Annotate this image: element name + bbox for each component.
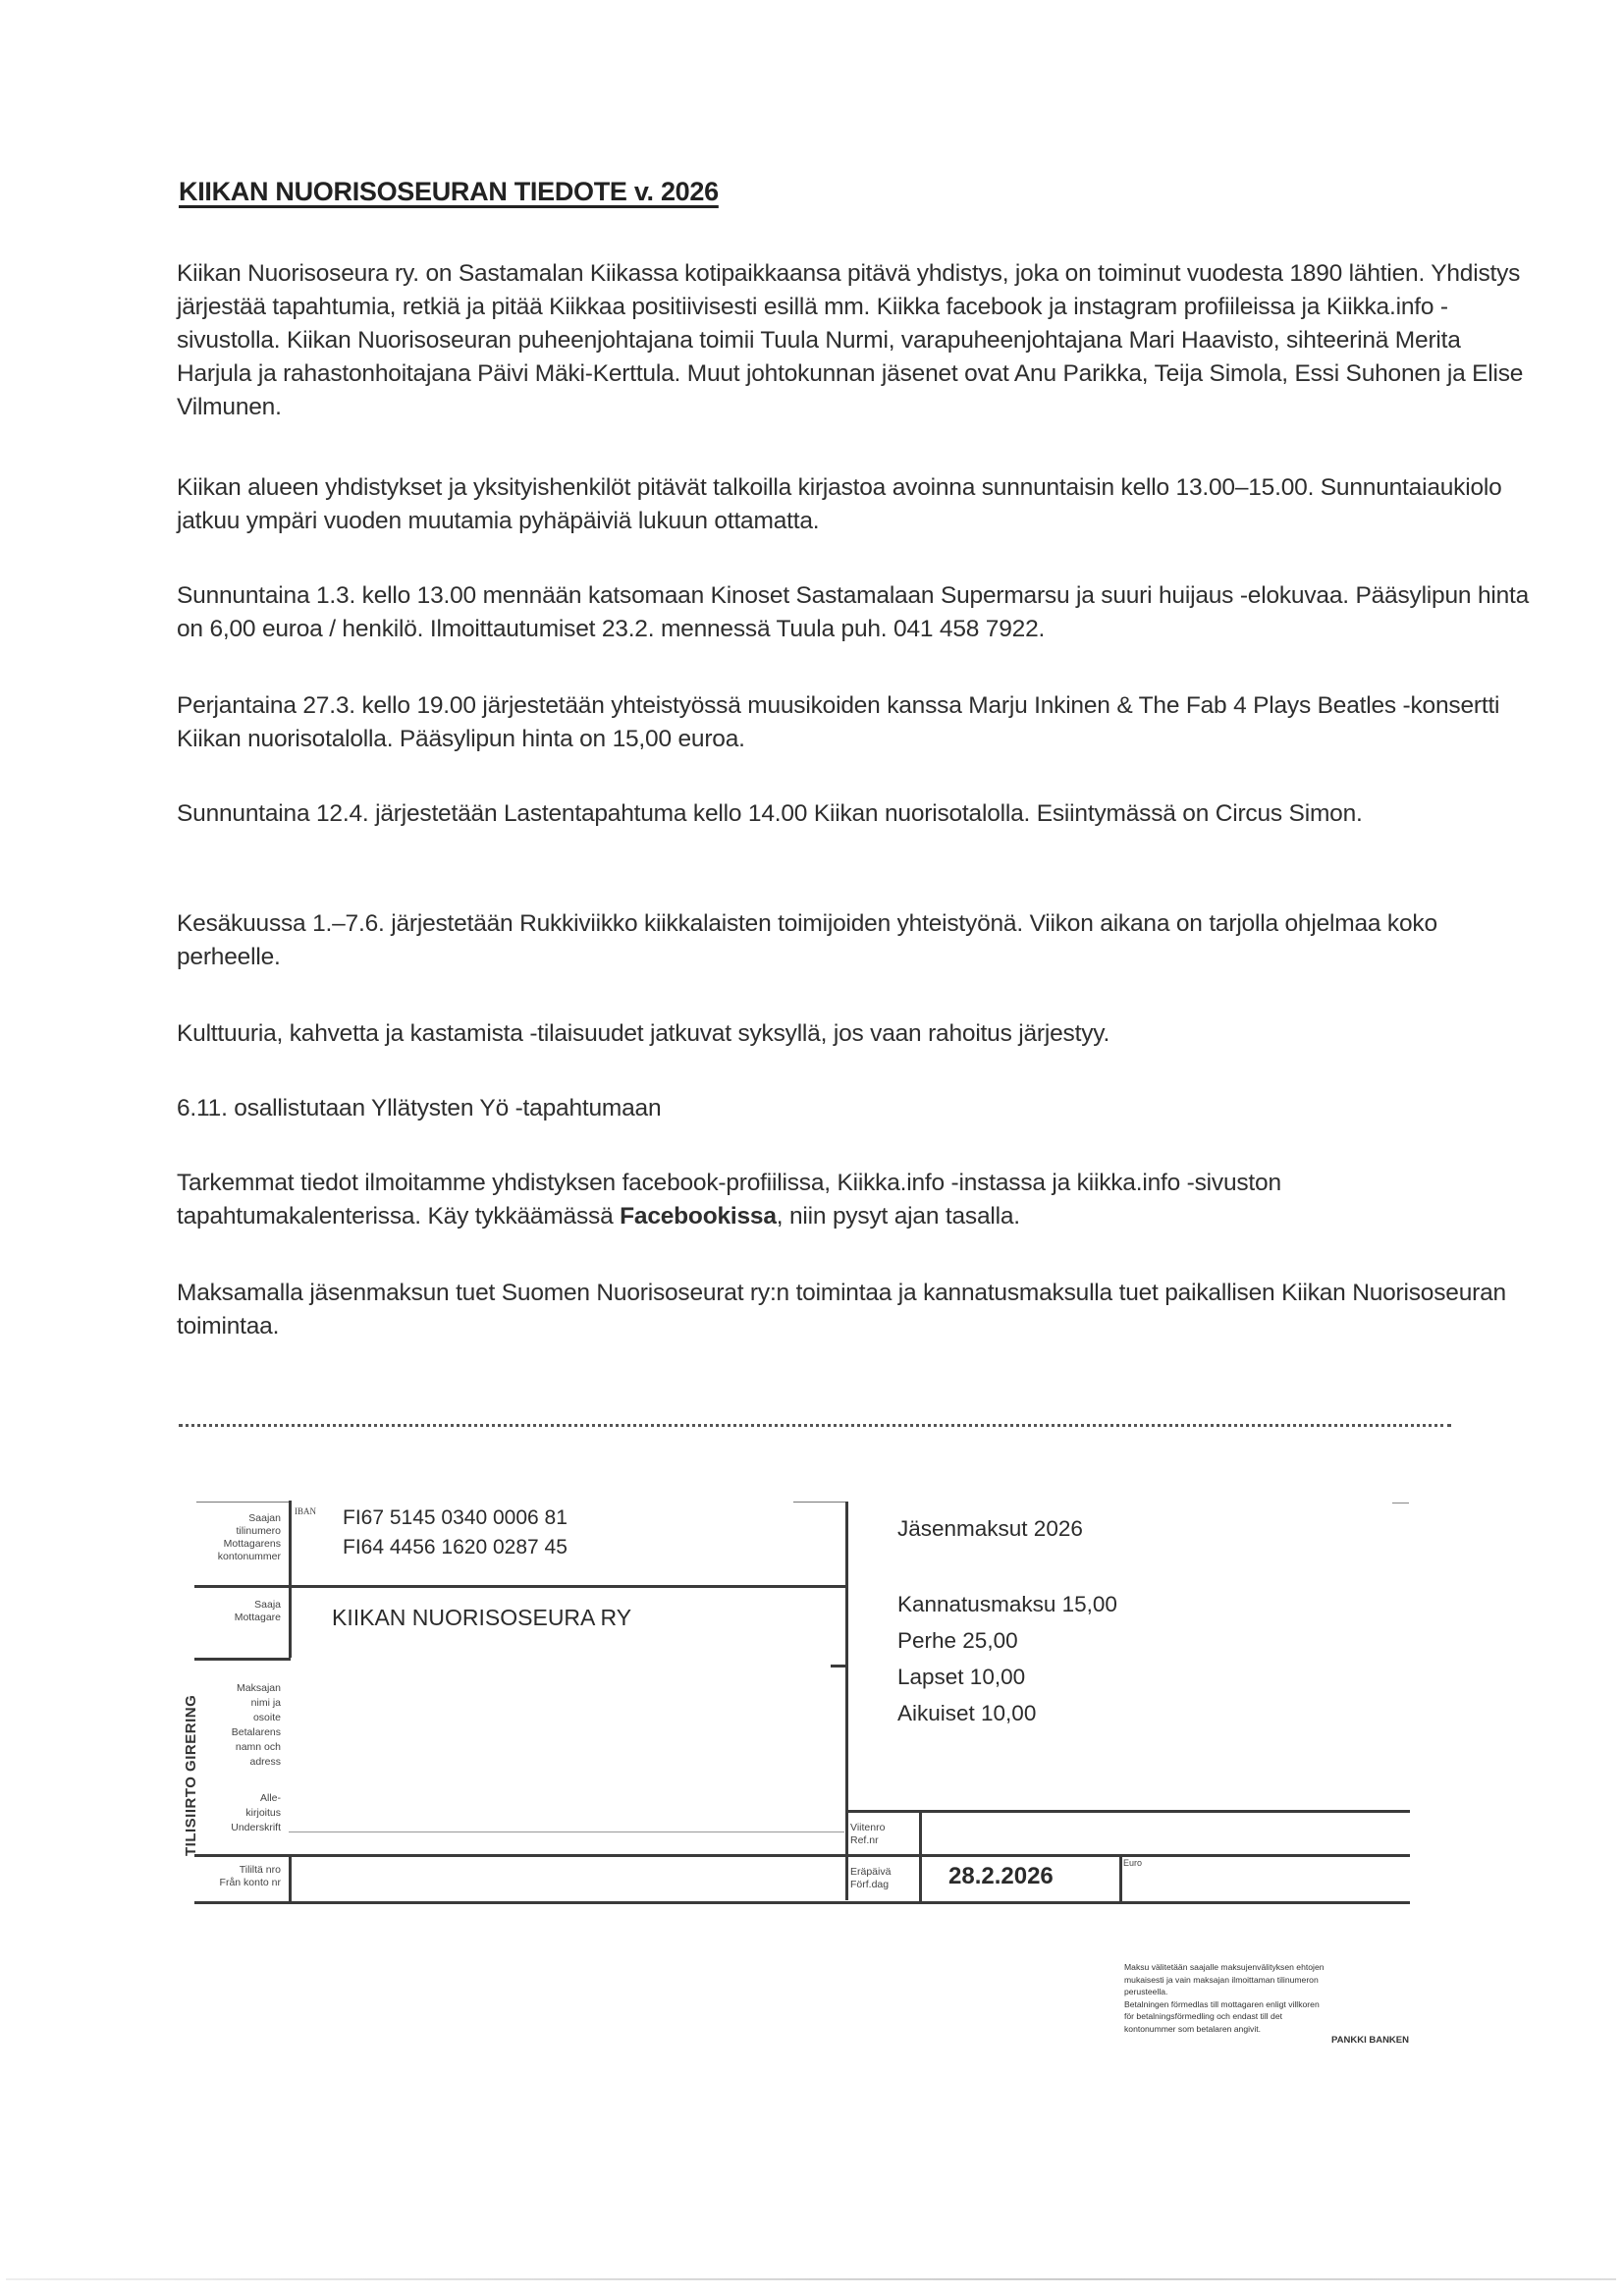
signature-label — [192, 1791, 281, 1835]
label-line: Underskrift — [231, 1822, 281, 1833]
label-line: Ref.nr — [850, 1834, 879, 1846]
label-line: osoite — [252, 1712, 281, 1723]
cut-line-divider — [179, 1424, 1451, 1427]
label-line: Tililtä nro — [239, 1864, 281, 1876]
recipient-name: KIIKAN NUORISOSEURA RY — [332, 1605, 632, 1630]
culture-events-paragraph: Kulttuuria, kahvetta ja kastamista -tilaisuudet jatkuvat syksyllä, jos vaan rahoitus järjestyy. — [177, 1020, 1110, 1047]
library-paragraph: Kiikan alueen yhdistykset ja yksityishenkilöt pitävät talkoilla kirjastoa avoinna sunnuntaisin kello 13.00–15.00. Sunnuntaiaukiolo jatkuu ympäri vuoden muutamia pyhäpäiviä lukuun ottamatta. — [177, 474, 1502, 534]
bank-name: PANKKI BANKEN — [1331, 2035, 1409, 2046]
giro-vertical-label: TILISIIRTO GIRERING — [183, 1694, 199, 1856]
label-line: Viitenro — [850, 1822, 886, 1833]
account-number-label — [192, 1512, 281, 1563]
label-line: nimi ja — [250, 1697, 281, 1709]
more-info-text: Tarkemmat tiedot ilmoitamme yhdistyksen facebook-profiilissa, Kiikka.info -instassa ja kiikka.info -sivuston tapahtumakalenterissa. Käy tykkäämässä — [177, 1170, 1281, 1230]
fee-item: Kannatusmaksu 15,00 — [897, 1592, 1117, 1616]
terms-line: perusteella. — [1124, 1987, 1168, 1996]
cinema-event-paragraph: Sunnuntaina 1.3. kello 13.00 mennään katsomaan Kinoset Sastamalaan Supermarsu ja suuri huijaus -elokuvaa. Pääsylipun hinta on 6,00 euroa / henkilö. Ilmoittautumiset 23.2. mennessä Tuula puh. 041 458 7922. — [177, 582, 1530, 642]
terms-line: för betalningsförmedling och endast till det — [1124, 2011, 1282, 2021]
iban-1: FI67 5145 0340 0006 81 — [343, 1506, 568, 1529]
terms-line: Maksu välitetään saajalle maksujenvälityksen ehtojen — [1124, 1962, 1325, 1972]
surprise-night-paragraph: 6.11. osallistutaan Yllätysten Yö -tapahtumaan — [177, 1095, 662, 1121]
from-account-field[interactable] — [295, 1861, 835, 1896]
iban-2: FI64 4456 1620 0287 45 — [343, 1536, 568, 1558]
scan-page-edge — [6, 2278, 1616, 2280]
from-account-label — [192, 1864, 281, 1889]
facebook-link-text: Facebookissa — [620, 1203, 777, 1230]
label-line: kirjoitus — [245, 1807, 281, 1819]
label-line: Alle- — [259, 1792, 281, 1804]
payer-name-address-field[interactable] — [295, 1669, 835, 1787]
membership-paragraph: Maksamalla jäsenmaksun tuet Suomen Nuorisoseurat ry:n toimintaa ja kannatusmaksulla tuet paikallisen Kiikan Nuorisoseuran toimintaa. — [177, 1280, 1506, 1339]
due-date-label — [850, 1866, 891, 1891]
label-line: namn och — [235, 1741, 281, 1753]
label-line: Mottagare — [234, 1612, 281, 1623]
label-line: Betalarens — [231, 1726, 281, 1738]
iban-label: IBAN — [295, 1506, 316, 1516]
rukkiviikko-paragraph: Kesäkuussa 1.–7.6. järjestetään Rukkiviikko kiikkalaisten toimijoiden yhteistyönä. Viikon aikana on tarjolla ohjelmaa koko perheelle. — [177, 910, 1437, 970]
more-info-paragraph — [177, 1167, 1532, 1233]
document-title: KIIKAN NUORISOSEURAN TIEDOTE v. 2026 — [179, 177, 719, 206]
fee-item: Perhe 25,00 — [897, 1628, 1018, 1653]
bank-terms-small-print — [1124, 1961, 1409, 2048]
fee-item: Aikuiset 10,00 — [897, 1701, 1037, 1725]
label-line: Saaja — [254, 1599, 281, 1611]
terms-line: Betalningen förmedlas till mottagaren enligt villkoren — [1124, 1998, 1320, 2009]
membership-fees-title: Jäsenmaksut 2026 — [897, 1516, 1083, 1541]
fee-item: Lapset 10,00 — [897, 1665, 1026, 1689]
label-line: adress — [249, 1756, 281, 1768]
label-line: Saajan — [248, 1512, 281, 1524]
intro-paragraph: Kiikan Nuorisoseura ry. on Sastamalan Kiikassa kotipaikkaansa pitävä yhdistys, joka on toiminut vuodesta 1890 lähtien. Yhdistys järjestää tapahtumia, retkiä ja pitää Kiikkaa positiivisesti esillä mm. Kiikka facebook ja instagram profiileissa ja Kiikka.info -sivustolla. Kiikan Nuorisoseuran puheenjohtajana toimii Tuula Nurmi, varapuheenjohtajana Mari Haavisto, sihteerinä Merita Harjula ja rahastonhoitajana Päivi Mäki-Kerttula. Muut johtokunnan jäsenet ovat Anu Parikka, Teija Simola, Essi Suhonen ja Elise Vilmunen. — [177, 260, 1524, 420]
terms-line: mukaisesti ja vain maksajan ilmoittaman tilinumeron — [1124, 1974, 1319, 1985]
children-event-paragraph: Sunnuntaina 12.4. järjestetään Lastentapahtuma kello 14.00 Kiikan nuorisotalolla. Esiintymässä on Circus Simon. — [177, 800, 1363, 827]
label-line: kontonummer — [217, 1551, 281, 1562]
amount-field[interactable] — [1139, 1866, 1404, 1897]
label-line: Maksajan — [237, 1682, 281, 1694]
fee-list — [897, 1586, 1117, 1731]
concert-event-paragraph: Perjantaina 27.3. kello 19.00 järjestetään yhteistyössä muusikoiden kanssa Marju Inkinen & The Fab 4 Plays Beatles -konsertti Kiikan nuorisotalolla. Pääsylipun hinta on 15,00 euroa. — [177, 692, 1500, 752]
euro-label: Euro — [1123, 1858, 1143, 1868]
due-date-value: 28.2.2026 — [948, 1863, 1054, 1889]
label-line: Från konto nr — [219, 1877, 281, 1888]
reference-number-field[interactable] — [928, 1817, 1399, 1850]
reference-label — [850, 1822, 885, 1847]
label-line: Mottagarens — [223, 1538, 281, 1550]
label-line: Förf.dag — [850, 1879, 890, 1890]
recipient-label — [192, 1599, 281, 1624]
payer-label — [192, 1681, 281, 1770]
more-info-tail: , niin pysyt ajan tasalla. — [776, 1203, 1020, 1230]
label-line: Eräpäivä — [850, 1866, 892, 1878]
label-line: tilinumero — [236, 1525, 281, 1537]
terms-line: kontonummer som betalaren angivit. — [1124, 2023, 1262, 2034]
signature-field[interactable] — [295, 1805, 835, 1831]
